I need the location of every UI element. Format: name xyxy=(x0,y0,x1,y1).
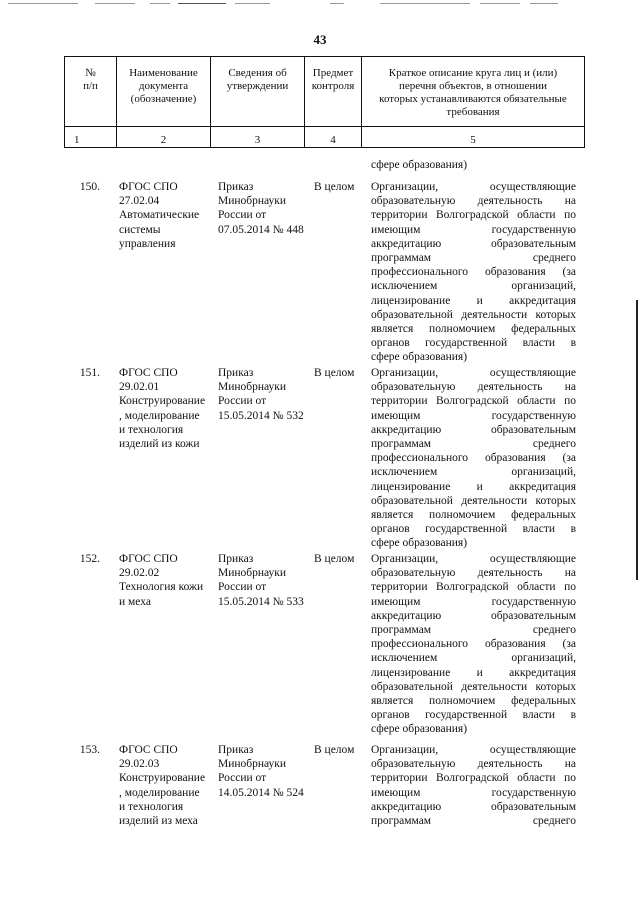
document-name-line: Автоматические xyxy=(119,209,200,222)
description-line: образовательную деятельность на xyxy=(371,381,576,394)
header-col-control xyxy=(305,67,361,93)
header-col-document xyxy=(117,67,210,106)
column-number-3: 3 xyxy=(254,134,261,146)
description-line: программам среднего xyxy=(371,438,576,451)
description-line: территории Волгоградской области по xyxy=(371,772,576,785)
description-line: сфере образования) xyxy=(371,351,468,364)
description-line: аккредитацию образовательным xyxy=(371,423,576,436)
column-number-1: 1 xyxy=(74,134,80,146)
scan-artifact-strip xyxy=(0,0,640,8)
approval-info xyxy=(218,552,310,609)
control-subject: В целом xyxy=(314,744,355,756)
header-text: перечня объектов, в отношении xyxy=(398,80,548,92)
header-text: контроля xyxy=(311,80,355,92)
header-col-approval xyxy=(211,67,304,93)
description-line: образовательной деятельности которых xyxy=(371,308,576,321)
approval-info xyxy=(218,366,310,423)
document-name-line: ФГОС СПО xyxy=(119,553,178,565)
description-line: профессионального образования (за xyxy=(371,638,576,651)
approval-info-line: Минобрнауки xyxy=(218,758,287,771)
approval-info-line: 14.05.2014 № 524 xyxy=(218,786,304,799)
header-text: Краткое описание круга лиц и (или) xyxy=(388,67,558,79)
document-name-line: 27.02.04 xyxy=(119,195,160,208)
description-line: органов государственной власти в xyxy=(371,523,576,536)
row-number: 150. xyxy=(79,181,100,193)
document-name xyxy=(119,552,211,609)
document-name-line: изделий из меха xyxy=(119,815,198,828)
approval-info-line: Приказ xyxy=(218,181,254,193)
document-name-line: , моделирование xyxy=(119,786,200,799)
document-name-line: ФГОС СПО xyxy=(119,744,178,756)
description-line: территории Волгоградской области по xyxy=(371,581,576,594)
description-line: органов государственной власти в xyxy=(371,709,576,722)
approval-info-line: России от xyxy=(218,772,267,785)
description xyxy=(371,180,576,365)
row-number: 151. xyxy=(79,367,100,379)
document-name-line: ФГОС СПО xyxy=(119,181,178,193)
document-name-line: 29.02.01 xyxy=(119,381,160,394)
page-number: 43 xyxy=(313,32,327,47)
description-line: исключением организаций, xyxy=(371,466,576,479)
row-number: 152. xyxy=(79,553,100,565)
document-name xyxy=(119,180,211,251)
description-line: аккредитацию образовательным xyxy=(371,800,576,813)
approval-info-line: 15.05.2014 № 532 xyxy=(218,409,304,422)
description-line: профессионального образования (за xyxy=(371,266,576,279)
description-line: Организации, осуществляющие xyxy=(371,367,576,379)
column-number-5: 5 xyxy=(470,134,476,146)
description-line: исключением организаций, xyxy=(371,652,576,665)
approval-info-line: России от xyxy=(218,395,267,408)
document-name-line: и меха xyxy=(119,595,151,608)
row-number: 153. xyxy=(79,744,100,756)
continuation-text: сфере образования) xyxy=(371,159,468,171)
description-line: лицензирование и аккредитация xyxy=(371,294,576,307)
header-text: Сведения об xyxy=(228,67,287,79)
description-line: является полномочием федеральных xyxy=(371,323,576,336)
approval-info-line: 07.05.2014 № 448 xyxy=(218,223,304,236)
description-line: исключением организаций, xyxy=(371,280,576,293)
header-text: п/п xyxy=(83,80,98,92)
description-line: территории Волгоградской области по xyxy=(371,209,576,222)
column-number-2: 2 xyxy=(160,134,167,146)
control-subject: В целом xyxy=(314,553,355,565)
header-text: (обозначение) xyxy=(130,93,197,105)
description-line: программам среднего xyxy=(371,624,576,637)
description-line: территории Волгоградской области по xyxy=(371,395,576,408)
description-line: является полномочием федеральных xyxy=(371,509,576,522)
description-line: образовательной деятельности которых xyxy=(371,494,576,507)
description-line: имеющим государственную xyxy=(371,786,576,799)
description-line: имеющим государственную xyxy=(371,595,576,608)
approval-info-line: 15.05.2014 № 533 xyxy=(218,595,304,608)
description-line: программам среднего xyxy=(371,815,576,828)
description xyxy=(371,552,576,737)
approval-info-line: России от xyxy=(218,581,267,594)
header-text: которых устанавливаются обязательные xyxy=(379,93,567,105)
approval-info xyxy=(218,180,310,237)
description-line: лицензирование и аккредитация xyxy=(371,480,576,493)
header-text: Предмет xyxy=(312,67,354,79)
control-subject: В целом xyxy=(314,181,355,193)
approval-info-line: Минобрнауки xyxy=(218,195,287,208)
description-line: Организации, осуществляющие xyxy=(371,744,576,756)
document-name-line: 29.02.02 xyxy=(119,567,160,580)
document-name-line: управления xyxy=(119,237,176,250)
approval-info-line: Минобрнауки xyxy=(218,567,287,580)
document-name-line: ФГОС СПО xyxy=(119,367,178,379)
approval-info xyxy=(218,743,310,800)
description-line: лицензирование и аккредитация xyxy=(371,666,576,679)
document-name-line: , моделирование xyxy=(119,409,200,422)
header-text: документа xyxy=(138,80,189,92)
approval-info-line: Минобрнауки xyxy=(218,381,287,394)
description-line: сфере образования) xyxy=(371,723,468,736)
document-name-line: изделий из кожи xyxy=(119,438,200,451)
approval-info-line: Приказ xyxy=(218,367,254,379)
header-col-number xyxy=(65,67,116,93)
description-line: является полномочием федеральных xyxy=(371,695,576,708)
description-line: органов государственной власти в xyxy=(371,337,576,350)
document-name-line: и технология xyxy=(119,800,184,813)
document-name-line: 29.02.03 xyxy=(119,758,160,771)
document-name-line: Конструирование xyxy=(119,395,206,408)
description-line: аккредитацию образовательным xyxy=(371,237,576,250)
approval-info-line: России от xyxy=(218,209,267,222)
document-name-line: Конструирование xyxy=(119,772,206,785)
document-name xyxy=(119,743,211,828)
document-name-line: Технология кожи xyxy=(119,581,204,594)
header-text: требования xyxy=(446,106,500,118)
document-name xyxy=(119,366,211,451)
description-line: профессионального образования (за xyxy=(371,452,576,465)
description xyxy=(371,743,576,828)
description xyxy=(371,366,576,551)
description-line: имеющим государственную xyxy=(371,223,576,236)
description-line: образовательной деятельности которых xyxy=(371,680,576,693)
description-line: программам среднего xyxy=(371,252,576,265)
header-col-description xyxy=(362,67,584,119)
description-line: образовательную деятельность на xyxy=(371,567,576,580)
description-line: образовательную деятельность на xyxy=(371,758,576,771)
control-subject: В целом xyxy=(314,367,355,379)
document-name-line: системы xyxy=(119,223,161,236)
description-line: имеющим государственную xyxy=(371,409,576,422)
document-name-line: и технология xyxy=(119,423,184,436)
description-line: образовательную деятельность на xyxy=(371,195,576,208)
description-line: аккредитацию образовательным xyxy=(371,609,576,622)
description-line: Организации, осуществляющие xyxy=(371,553,576,565)
header-text: Наименование xyxy=(129,67,198,79)
column-number-4: 4 xyxy=(330,134,336,146)
description-line: Организации, осуществляющие xyxy=(371,181,576,193)
header-text: утверждении xyxy=(226,80,289,92)
description-line: сфере образования) xyxy=(371,537,468,550)
approval-info-line: Приказ xyxy=(218,553,254,565)
approval-info-line: Приказ xyxy=(218,744,254,756)
header-text: № xyxy=(85,67,96,79)
scan-edge-mark xyxy=(636,300,638,580)
